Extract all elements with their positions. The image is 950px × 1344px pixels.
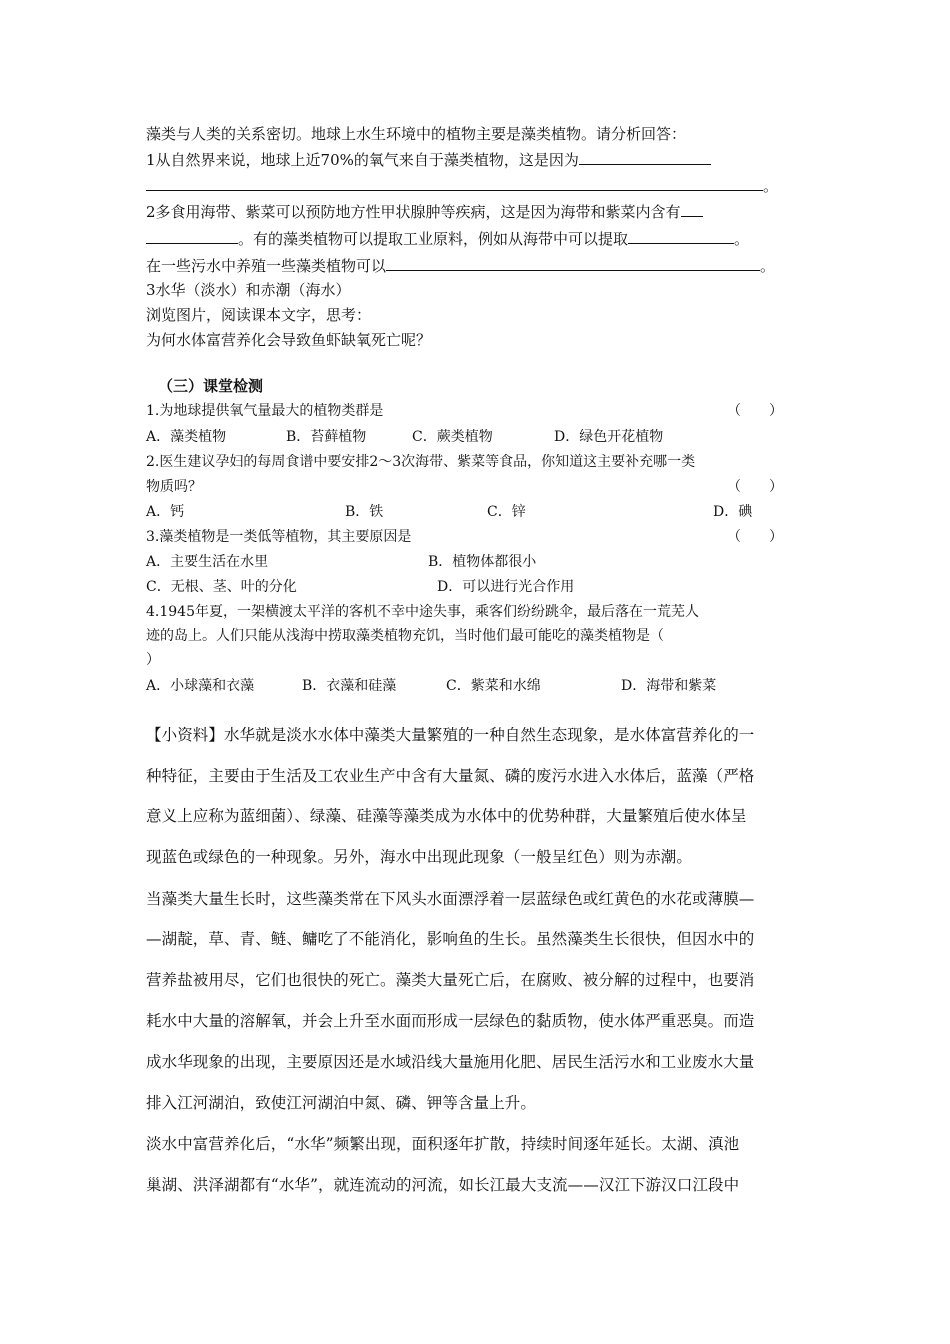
answer-blank-2d[interactable]	[386, 256, 760, 271]
reading-line: 排入江河湖泊，致使江河湖泊中氮、磷、钾等含量上升。	[146, 1094, 537, 1112]
test-q1-option-a[interactable]: A．藻类植物	[146, 429, 227, 445]
reading-line: 耗水中大量的溶解氧，并会上升至水面而形成一层绿色的黏质物，使水体严重恶臭。而造	[146, 1012, 755, 1030]
intro-text: 藻类与人类的关系密切。地球上水生环境中的植物主要是藻类植物。请分析回答：	[146, 125, 687, 143]
test-q2-paren: （ ）	[727, 479, 783, 495]
answer-blank-2c[interactable]	[628, 229, 734, 244]
question-1-continuation	[146, 176, 778, 196]
test-q4-option-b[interactable]: B．衣藻和硅藻	[302, 678, 397, 694]
answer-blank-2b[interactable]	[146, 229, 238, 244]
reading-line: 现蓝色或绿色的一种现象。另外，海水中出现此现象（一般呈红色）则为赤潮。	[146, 848, 693, 866]
test-q4-option-c[interactable]: C．紫菜和水绵	[446, 678, 541, 694]
test-q1-paren: （ ）	[727, 403, 783, 419]
question-2-line-a	[146, 202, 703, 222]
question-2a-text: 2多食用海带、紫菜可以预防地方性甲状腺肿等疾病，这是因为海带和紫菜内含有	[146, 203, 681, 221]
question-2c-end: 。	[760, 257, 776, 275]
test-q4-line3: ）	[146, 652, 160, 668]
question-1-line	[146, 150, 711, 170]
test-q4-option-d[interactable]: D．海带和紫菜	[621, 678, 717, 694]
question-2b-end: 。	[734, 230, 750, 248]
reading-line: 巢湖、洪泽湖都有“水华”，就连流动的河流，如长江最大支流——汉江下游汉口江段中	[146, 1176, 740, 1194]
test-q2-line2: 物质吗？	[146, 479, 202, 495]
question-2-line-c	[146, 256, 775, 276]
test-q3: 3.藻类植物是一类低等植物，其主要原因是	[146, 529, 412, 545]
reading-line: 意义上应称为蓝细菌）、绿藻、硅藻等藻类成为水体中的优势种群，大量繁殖后使水体呈	[146, 807, 747, 825]
question-1-text: 1从自然界来说，地球上近70%的氧气来自于藻类植物，这是因为	[146, 151, 579, 169]
test-q2-line1: 2.医生建议孕妇的每周食谱中要安排2～3次海带、紫菜等食品，你知道这主要补充哪一类	[146, 454, 696, 470]
question-3-title: 3水华（淡水）和赤潮（海水）	[146, 281, 351, 299]
question-3-question: 为何水体富营养化会导致鱼虾缺氧死亡呢？	[146, 331, 432, 349]
test-q3-option-b[interactable]: B．植物体都很小	[428, 554, 537, 570]
reading-line: 淡水中富营养化后，“水华”频繁出现，面积逐年扩散，持续时间逐年延长。太湖、滇池	[146, 1135, 740, 1153]
test-q3-option-a[interactable]: A．主要生活在水里	[146, 554, 269, 570]
test-q2-option-a[interactable]: A．钙	[146, 504, 185, 520]
test-q1-option-c[interactable]: C．蕨类植物	[412, 429, 493, 445]
reading-line: 当藻类大量生长时，这些藻类常在下风头水面漂浮着一层蓝绿色或红黄色的水花或薄膜—	[146, 890, 755, 908]
question-2c-text: 在一些污水中养殖一些藻类植物可以	[146, 257, 387, 275]
test-q2-option-b[interactable]: B．铁	[345, 504, 384, 520]
test-heading: （三）课堂检测	[158, 377, 264, 395]
test-q4-option-a[interactable]: A．小球藻和衣藻	[146, 678, 255, 694]
test-q1: 1.为地球提供氧气量最大的植物类群是	[146, 403, 384, 419]
reading-line: —湖靛，草、青、鲢、鳙吃了不能消化，影响鱼的生长。虽然藻类生长很快，但因水中的	[146, 930, 755, 948]
test-q3-option-c[interactable]: C．无根、茎、叶的分化	[146, 579, 297, 595]
test-q3-paren: （ ）	[727, 529, 783, 545]
test-q4-line2: 迹的岛上。人们只能从浅海中捞取藻类植物充饥，当时他们最可能吃的藻类植物是（	[146, 628, 664, 644]
reading-line: 种特征，主要由于生活及工农业生产中含有大量氮、磷的废污水进入水体后，蓝藻（严格	[146, 767, 755, 785]
reading-line: 【小资料】水华就是淡水水体中藻类大量繁殖的一种自然生态现象，是水体富营养化的一	[146, 726, 755, 744]
question-3-note: 浏览图片，阅读课本文字，思考：	[146, 306, 372, 324]
question-2-line-b	[146, 229, 749, 249]
test-q2-option-d[interactable]: D．碘	[713, 504, 753, 520]
test-q1-option-d[interactable]: D．绿色开花植物	[554, 429, 664, 445]
question-1-end: 。	[763, 177, 779, 195]
test-q1-option-b[interactable]: B．苔藓植物	[286, 429, 367, 445]
answer-blank-1b[interactable]	[146, 176, 763, 191]
answer-blank-1[interactable]	[579, 150, 711, 165]
test-q2-option-c[interactable]: C．锌	[487, 504, 526, 520]
reading-line: 营养盐被用尽，它们也很快的死亡。藻类大量死亡后，在腐败、被分解的过程中，也要消	[146, 971, 755, 989]
question-2b-text: 。有的藻类植物可以提取工业原料，例如从海带中可以提取	[238, 230, 629, 248]
test-q4-line1: 4.1945年夏，一架横渡太平洋的客机不幸中途失事，乘客们纷纷跳伞，最后落在一荒芜人	[146, 604, 699, 620]
answer-blank-2a[interactable]	[681, 202, 703, 217]
test-q3-option-d[interactable]: D．可以进行光合作用	[437, 579, 575, 595]
reading-line: 成水华现象的出现，主要原因还是水域沿线大量施用化肥、居民生活污水和工业废水大量	[146, 1053, 755, 1071]
